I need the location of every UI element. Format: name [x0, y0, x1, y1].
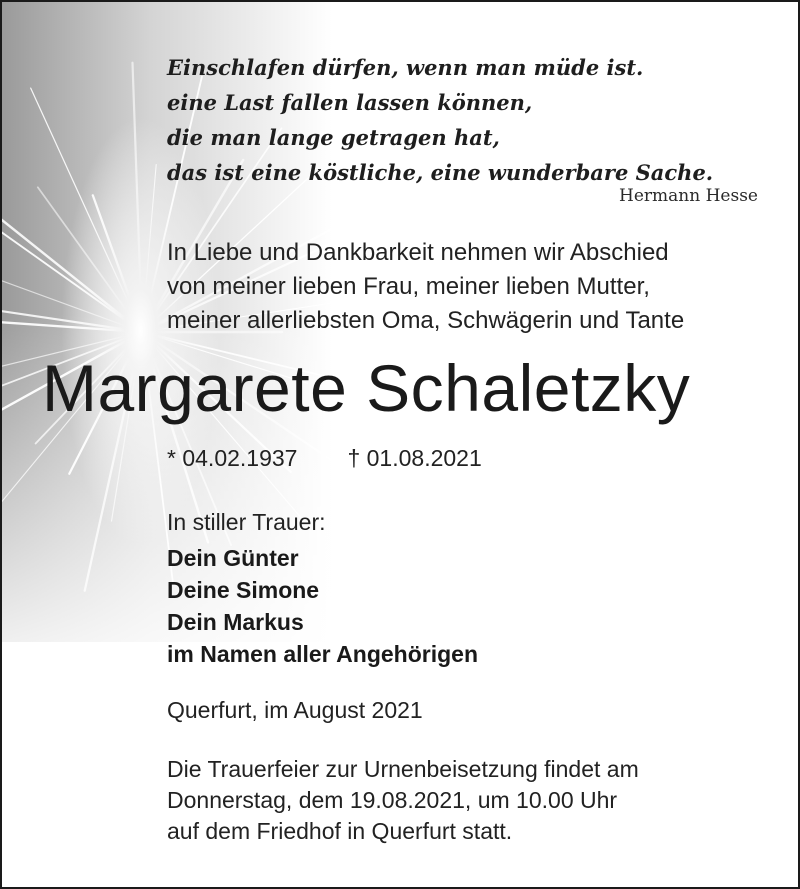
- mourner-name: im Namen aller Angehörigen: [167, 641, 478, 667]
- birth-date: * 04.02.1937: [167, 445, 298, 471]
- mourner-name: Deine Simone: [167, 577, 320, 603]
- life-dates: [167, 445, 482, 472]
- farewell-line: meiner allerliebsten Oma, Schwägerin und Tante: [167, 307, 685, 334]
- poem-line: eine Last fallen lassen können,: [167, 90, 533, 115]
- poem-line: Einschlafen dürfen, wenn man müde ist.: [167, 55, 644, 80]
- mourner-name: Dein Markus: [167, 609, 304, 635]
- ceremony-line: auf dem Friedhof in Querfurt statt.: [167, 818, 513, 844]
- death-date: † 01.08.2021: [347, 445, 482, 471]
- poem: [167, 50, 713, 190]
- farewell-line: In Liebe und Dankbarkeit nehmen wir Abschied: [167, 239, 669, 266]
- farewell-line: von meiner lieben Frau, meiner lieben Mutter,: [167, 273, 650, 300]
- deceased-name: Margarete Schaletzky: [42, 351, 691, 425]
- poem-author: Hermann Hesse: [619, 186, 758, 206]
- ceremony-line: Die Trauerfeier zur Urnenbeisetzung findet am: [167, 756, 639, 782]
- poem-line: die man lange getragen hat,: [167, 125, 500, 150]
- mourners-list: [167, 542, 478, 670]
- mourner-name: Dein Günter: [167, 545, 299, 571]
- poem-line: das ist eine köstliche, eine wunderbare Sache.: [167, 160, 714, 185]
- ceremony-line: Donnerstag, dem 19.08.2021, um 10.00 Uhr: [167, 787, 618, 813]
- place-date: Querfurt, im August 2021: [167, 697, 423, 723]
- ceremony-info: [167, 754, 639, 847]
- mourning-label: In stiller Trauer:: [167, 509, 326, 535]
- farewell-text: [167, 236, 684, 338]
